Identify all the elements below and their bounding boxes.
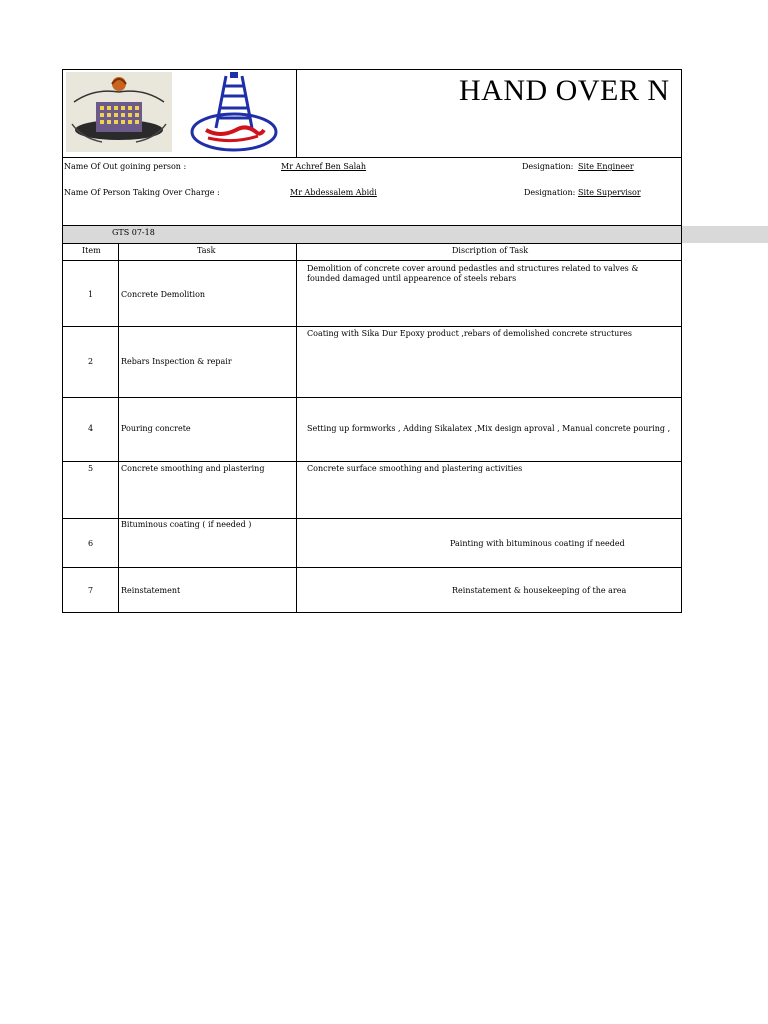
document-title: HAND OVER N [459, 74, 670, 107]
outgoing-designation: Site Engineer [578, 162, 634, 171]
table-row-task: Reinstatement [121, 586, 181, 595]
outgoing-person-name: Mr Achref Ben Salah [281, 162, 367, 171]
table-row-description: Reinstatement & housekeeping of the area [452, 586, 627, 595]
table-row-description: Coating with Sika Dur Epoxy product ,rebars of demolished concrete structures [307, 329, 632, 338]
company-logo [66, 72, 172, 152]
frame-bottom [62, 612, 682, 613]
table-row-description: Concrete surface smoothing and plastering activities [307, 464, 523, 473]
table-row-item: 6 [88, 539, 94, 548]
frame-right [681, 69, 682, 613]
table-row-description: Demolition of concrete cover around pedastles and structures related to valves & founded damaged until appearence of steels rebars [307, 264, 639, 283]
table-row-task: Concrete Demolition [121, 290, 206, 299]
outgoing-designation-label: Designation: [522, 162, 574, 171]
reference-band-overflow [682, 226, 768, 243]
frame-left [62, 69, 63, 613]
reference-code: GTS 07-18 [112, 228, 155, 237]
column-header-task: Task [197, 246, 216, 255]
table-row-description: Painting with bituminous coating if needed [450, 539, 625, 548]
incoming-designation: Site Supervisor [578, 188, 641, 197]
row-line-4 [62, 518, 682, 519]
table-row-task: Concrete smoothing and plastering [121, 464, 265, 473]
table-header-bottom [62, 260, 682, 261]
header-divider [296, 69, 297, 157]
col-line-2 [296, 243, 297, 613]
row-line-2 [62, 397, 682, 398]
table-row-item: 1 [88, 290, 94, 299]
row-line-5 [62, 567, 682, 568]
row-line-1 [62, 326, 682, 327]
band-top-line [62, 225, 682, 226]
incoming-person-label: Name Of Person Taking Over Charge : [64, 188, 220, 197]
table-row-item: 4 [88, 424, 94, 433]
oil-derrick-logo [186, 72, 282, 152]
incoming-designation-label: Designation: [524, 188, 576, 197]
incoming-person-name: Mr Abdessalem Abidi [290, 188, 377, 197]
outgoing-person-label: Name Of Out goining person : [64, 162, 187, 171]
column-header-description: Discription of Task [452, 246, 529, 255]
frame-top [62, 69, 682, 70]
table-header-top [62, 243, 682, 244]
table-row-item: 7 [88, 586, 94, 595]
header-bottom-line [62, 157, 682, 158]
table-row-item: 2 [88, 357, 94, 366]
table-row-item: 5 [88, 464, 94, 473]
table-row-task: Pouring concrete [121, 424, 191, 433]
table-row-task: Bituminous coating ( if needed ) [121, 520, 252, 529]
col-line-1 [118, 243, 119, 613]
reference-band [63, 226, 681, 243]
column-header-item: Item [82, 246, 101, 255]
table-row-description: Setting up formworks , Adding Sikalatex ,Mix design aproval , Manual concrete pouring , [307, 424, 671, 433]
row-line-3 [62, 461, 682, 462]
table-row-task: Rebars Inspection & repair [121, 357, 232, 366]
